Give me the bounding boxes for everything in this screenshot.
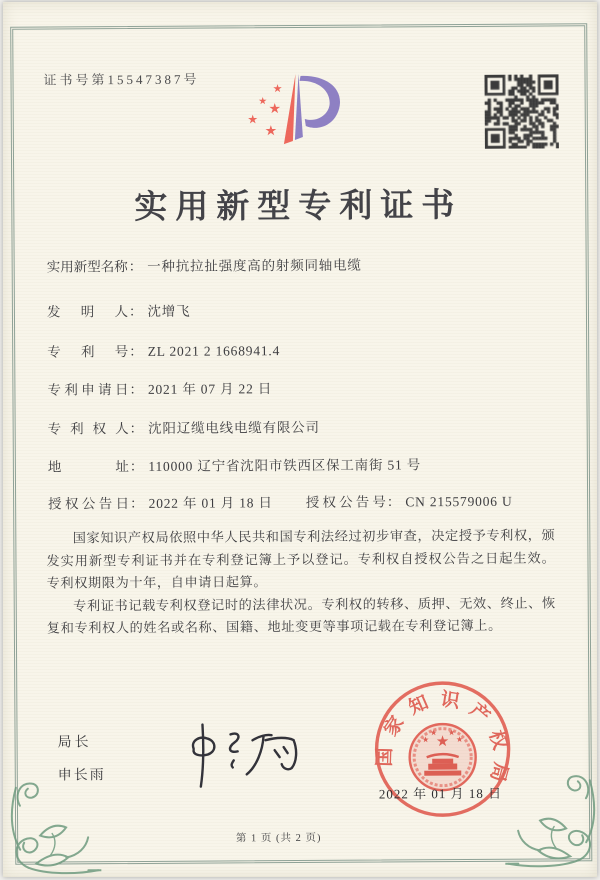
field-colon: ：: [129, 343, 143, 360]
corner-flourish-right-icon: [505, 764, 600, 870]
field-row-patent-number: [47, 339, 280, 360]
seal-national-emblem: [409, 724, 475, 790]
field-colon: ：: [129, 458, 144, 475]
field-label: 专利权人: [47, 421, 129, 437]
field-label: 专利号: [47, 344, 129, 360]
field-label: 授权公告日: [48, 496, 130, 512]
svg-text:★: ★: [247, 112, 259, 127]
cnipa-logo-icon: [243, 66, 348, 153]
page-footer: 第 1 页 (共 2 页): [235, 832, 322, 845]
svg-text:★: ★: [447, 728, 456, 738]
logo-red-spike: [283, 74, 295, 144]
field-colon: ：: [129, 381, 143, 398]
field-value-grant-number: CN 215579006 U: [405, 493, 513, 510]
logo-p-bowl: [300, 76, 341, 128]
field-row-patentee: [48, 416, 320, 438]
field-row-inventor: [47, 300, 191, 321]
field-grant-number-group: [306, 490, 513, 511]
field-value-grant-date: 2022 年 01 月 18 日: [148, 495, 273, 511]
seal-date: 2022 年 01 月 18 日: [378, 785, 503, 802]
legal-text-block: [46, 524, 556, 640]
field-colon: ：: [386, 494, 401, 510]
field-label: 地址: [47, 459, 129, 475]
svg-text:★: ★: [268, 102, 282, 118]
signature-shen-changyu-icon: [166, 710, 317, 796]
field-value-inventor: 沈增飞: [147, 303, 191, 319]
officer-title: 局长: [57, 735, 92, 751]
field-value-address: 110000 辽宁省沈阳市铁西区保工南街 51 号: [148, 457, 422, 474]
field-value-patentee: 沈阳辽缆电线电缆有限公司: [148, 419, 320, 436]
field-label: 发明人: [46, 304, 128, 320]
field-label: 授权公告号: [305, 494, 386, 510]
field-colon: ：: [128, 258, 143, 275]
field-colon: ：: [130, 495, 144, 512]
svg-text:★: ★: [455, 735, 464, 745]
seal-ring-text: 国家知识产权局: [374, 689, 512, 786]
field-colon: ：: [128, 303, 143, 320]
field-colon: ：: [129, 420, 144, 437]
certificate-title: 实用新型专利证书: [134, 188, 463, 227]
field-label: 实用新型名称: [46, 259, 128, 275]
logo-stars: [247, 83, 283, 139]
qr-code-icon: [485, 74, 559, 148]
field-row-filing-date: [47, 377, 272, 398]
field-value-utility-model-name: 一种抗拉扯强度高的射频同轴电缆: [147, 257, 362, 274]
officer-name: 申长雨: [57, 768, 106, 784]
svg-text:★: ★: [435, 734, 450, 751]
field-row-address: [48, 453, 421, 475]
field-value-patent-number: ZL 2021 2 1668941.4: [147, 343, 281, 359]
legal-paragraph-1: 国家知识产权局依照中华人民共和国专利法经过初步审查，决定授予专利权，颁发实用新型专利证书并在专利登记簿上予以登记。专利权自授权公告之日起生效。专利权期限为十年，自申请日起算。: [46, 527, 556, 591]
certificate-number: 证书号第15547387号: [43, 71, 200, 88]
field-label: 专利申请日: [47, 382, 129, 398]
svg-text:★: ★: [258, 96, 268, 108]
svg-text:★: ★: [429, 728, 438, 738]
field-row-grant: [48, 490, 513, 513]
field-value-filing-date: 2021 年 07 月 22 日: [147, 381, 273, 397]
logo-p-stem: [294, 74, 302, 140]
field-row-name: [47, 254, 362, 276]
corner-flourish-left-icon: [6, 771, 102, 877]
svg-text:★: ★: [272, 83, 283, 96]
svg-text:★: ★: [421, 735, 430, 745]
legal-paragraph-2: 专利证书记载专利权登记时的法律状况。专利权的转移、质押、无效、终止、恢复和专利权人的姓名或名称、国籍、地址变更等事项记载在专利登记簿上。: [46, 595, 556, 636]
svg-text:★: ★: [264, 124, 278, 140]
